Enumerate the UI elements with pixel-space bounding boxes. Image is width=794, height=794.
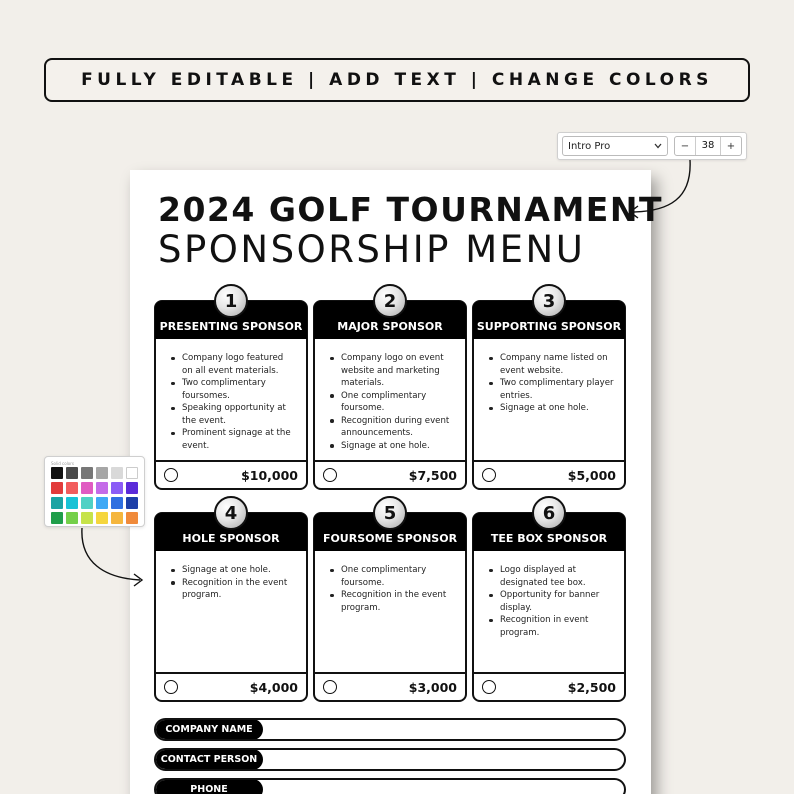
benefit-item[interactable]: Recognition in event program. (486, 614, 614, 639)
font-family-value: Intro Pro (568, 140, 611, 152)
benefit-item[interactable]: Signage at one hole. (486, 402, 614, 415)
golf-ball-icon (373, 496, 407, 530)
sponsor-card-footer (474, 672, 624, 700)
sponsor-card-footer (156, 672, 306, 700)
form-field[interactable] (154, 718, 626, 741)
color-swatch[interactable] (126, 467, 138, 479)
sponsor-card (472, 502, 626, 702)
sponsor-price[interactable]: $5,000 (567, 467, 616, 483)
sponsor-number: 3 (542, 290, 556, 312)
color-swatch[interactable] (81, 482, 93, 494)
benefit-item[interactable]: Opportunity for banner display. (486, 589, 614, 614)
sponsor-name[interactable]: FOURSOME SPONSOR (322, 532, 458, 545)
color-swatch[interactable] (96, 482, 108, 494)
color-swatch[interactable] (126, 497, 138, 509)
golf-ball-icon (532, 496, 566, 530)
font-toolbar (557, 132, 747, 160)
benefit-item[interactable]: Recognition during event announcements. (327, 415, 455, 440)
palette-label: Solid colors (51, 461, 74, 466)
font-size-stepper (674, 136, 742, 156)
color-swatch[interactable] (66, 482, 78, 494)
sponsor-number: 4 (224, 502, 238, 524)
font-family-select[interactable] (562, 136, 668, 156)
sponsor-number: 1 (224, 290, 238, 312)
benefit-list (168, 564, 296, 602)
color-swatch[interactable] (96, 467, 108, 479)
benefit-item[interactable]: Company logo on event website and marketing materials. (327, 352, 455, 390)
select-checkbox[interactable] (323, 680, 337, 694)
feature-banner (44, 58, 750, 102)
golf-ball-icon (373, 284, 407, 318)
benefit-list (168, 352, 296, 452)
sponsor-card (154, 502, 308, 702)
color-palette (44, 456, 145, 527)
benefit-item[interactable]: Two complimentary player entries. (486, 377, 614, 402)
sponsor-name[interactable]: HOLE SPONSOR (182, 532, 280, 545)
form-field-label: PHONE (155, 779, 263, 794)
color-swatch[interactable] (51, 467, 63, 479)
sponsor-card (472, 290, 626, 490)
sponsor-number: 5 (383, 502, 397, 524)
benefit-list (327, 352, 455, 452)
font-size-decrease-button[interactable]: − (680, 140, 690, 152)
sponsor-card-footer (474, 460, 624, 488)
color-swatch[interactable] (111, 467, 123, 479)
benefit-item[interactable]: Prominent signage at the event. (168, 427, 296, 452)
font-size-increase-button[interactable]: + (726, 140, 736, 152)
color-swatch[interactable] (126, 482, 138, 494)
sponsor-card (313, 290, 467, 490)
benefit-item[interactable]: Signage at one hole. (327, 440, 455, 453)
color-swatch[interactable] (51, 512, 63, 524)
sponsor-price[interactable]: $3,000 (408, 679, 457, 695)
title-line-1[interactable]: 2024 GOLF TOURNAMENT (158, 190, 663, 229)
title-line-2[interactable]: SPONSORSHIP MENU (158, 228, 586, 271)
color-swatch[interactable] (81, 467, 93, 479)
sponsor-name[interactable]: MAJOR SPONSOR (337, 320, 443, 333)
chevron-down-icon (654, 143, 662, 149)
sponsor-price[interactable]: $7,500 (408, 467, 457, 483)
sponsor-card-footer (315, 672, 465, 700)
form-field-label: CONTACT PERSON (155, 749, 263, 770)
sponsor-name[interactable]: SUPPORTING SPONSOR (476, 320, 622, 333)
color-swatch[interactable] (66, 467, 78, 479)
sponsor-card (154, 290, 308, 490)
font-size-value[interactable]: 38 (695, 137, 721, 155)
benefit-item[interactable]: Recognition in the event program. (168, 577, 296, 602)
select-checkbox[interactable] (164, 680, 178, 694)
sponsor-price[interactable]: $10,000 (241, 467, 298, 483)
benefit-item[interactable]: Logo displayed at designated tee box. (486, 564, 614, 589)
form-field-label: COMPANY NAME (155, 719, 263, 740)
color-swatch[interactable] (81, 497, 93, 509)
benefit-item[interactable]: Two complimentary foursomes. (168, 377, 296, 402)
swatch-grid (51, 467, 138, 524)
sponsor-card-footer (315, 460, 465, 488)
sponsor-price[interactable]: $2,500 (567, 679, 616, 695)
color-swatch[interactable] (66, 512, 78, 524)
sponsor-card-footer (156, 460, 306, 488)
color-swatch[interactable] (66, 497, 78, 509)
color-swatch[interactable] (111, 497, 123, 509)
arrow-to-card-icon (74, 526, 150, 588)
color-swatch[interactable] (51, 497, 63, 509)
benefit-item[interactable]: Signage at one hole. (168, 564, 296, 577)
benefit-item[interactable]: Company logo featured on all event materials. (168, 352, 296, 377)
sponsor-name[interactable]: PRESENTING SPONSOR (159, 320, 303, 333)
benefit-item[interactable]: Company name listed on event website. (486, 352, 614, 377)
benefit-item[interactable]: One complimentary foursome. (327, 564, 455, 589)
color-swatch[interactable] (81, 512, 93, 524)
golf-ball-icon (532, 284, 566, 318)
banner-text: FULLY EDITABLE | ADD TEXT | CHANGE COLORS (81, 70, 713, 90)
color-swatch[interactable] (126, 512, 138, 524)
golf-ball-icon (214, 284, 248, 318)
golf-ball-icon (214, 496, 248, 530)
benefit-list (327, 564, 455, 614)
form-field[interactable] (154, 778, 626, 794)
color-swatch[interactable] (111, 482, 123, 494)
benefit-item[interactable]: Speaking opportunity at the event. (168, 402, 296, 427)
form-field[interactable] (154, 748, 626, 771)
select-checkbox[interactable] (482, 680, 496, 694)
arrow-to-title-icon (620, 158, 700, 224)
sponsor-name[interactable]: TEE BOX SPONSOR (490, 532, 608, 545)
sponsor-number: 2 (383, 290, 397, 312)
sponsor-card (313, 502, 467, 702)
benefit-list (486, 352, 614, 415)
color-swatch[interactable] (96, 512, 108, 524)
benefit-list (486, 564, 614, 639)
color-swatch[interactable] (51, 482, 63, 494)
select-checkbox[interactable] (482, 468, 496, 482)
color-swatch[interactable] (96, 497, 108, 509)
select-checkbox[interactable] (323, 468, 337, 482)
benefit-item[interactable]: Recognition in the event program. (327, 589, 455, 614)
benefit-item[interactable]: One complimentary foursome. (327, 390, 455, 415)
sponsor-number: 6 (542, 502, 556, 524)
sponsor-price[interactable]: $4,000 (249, 679, 298, 695)
color-swatch[interactable] (111, 512, 123, 524)
select-checkbox[interactable] (164, 468, 178, 482)
